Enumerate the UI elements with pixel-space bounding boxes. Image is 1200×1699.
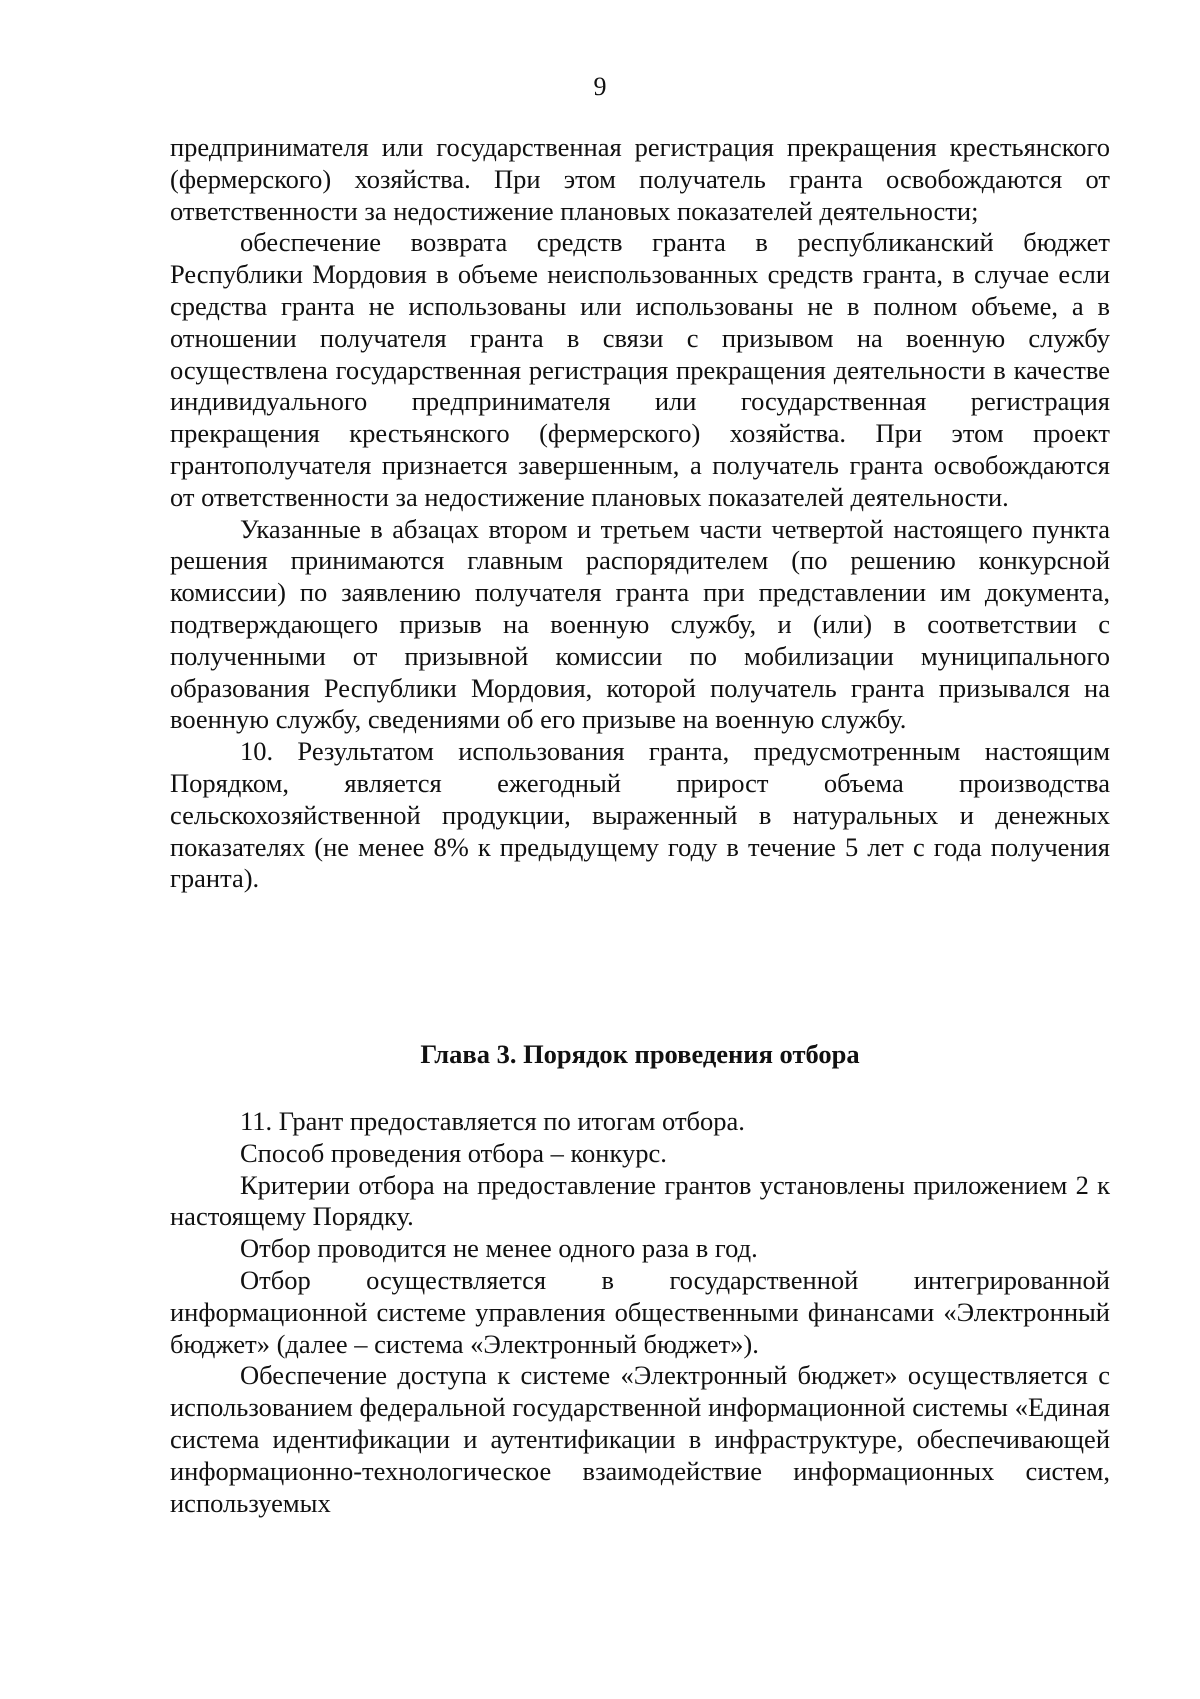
- paragraph-item-10: 10. Результатом использования гранта, предусмотренным настоящим Порядком, является ежегодный прирост объема производства сельскохозяйственной продукции, выраженный в натуральных и денежных показателях (не менее 8% к предыдущему году в течение 5 лет с года получения гранта).: [170, 736, 1110, 894]
- paragraph-continuation: предпринимателя или государственная регистрация прекращения крестьянского (фермерского) хозяйства. При этом получатель гранта освобождаются от ответственности за недостижение плановых показателей деятельности;: [170, 132, 1110, 226]
- paragraph-selection-criteria: Критерии отбора на предоставление грантов установлены приложением 2 к настоящему Порядку.: [170, 1169, 1110, 1232]
- paragraph-system-access: Обеспечение доступа к системе «Электронный бюджет» осуществляется с использованием федеральной государственной информационной системы «Единая система идентификации и аутентификации в инфраструктуре, обеспечивающей информационно-технологическое взаимодействие информационных систем, используемых: [170, 1360, 1110, 1518]
- paragraph-selection-frequency: Отбор проводится не менее одного раза в год.: [240, 1233, 758, 1264]
- chapter-heading: Глава 3. Порядок проведения отбора: [420, 1039, 860, 1069]
- paragraph-item-11: 11. Грант предоставляется по итогам отбора.: [240, 1106, 745, 1136]
- paragraph-selection-method: Способ проведения отбора – конкурс.: [240, 1137, 667, 1168]
- body-text-before-chapter: [170, 132, 1110, 895]
- page-number: 9: [593, 72, 607, 101]
- paragraph-selection-system: Отбор осуществляется в государственной интегрированной информационной системе управления общественными финансами «Электронный бюджет» (далее – система «Электронный бюджет»).: [170, 1264, 1110, 1359]
- paragraph-decisions: Указанные в абзацах втором и третьем части четвертой настоящего пункта решения принимаются главным распорядителем (по решению конкурсной комиссии) по заявлению получателя гранта при представлении им документа, подтверждающего призыв на военную службу, и (или) в соответствии с полученными от призывной комиссии по мобилизации муниципального образования Республики Мордовия, которой получатель гранта призывался на военную службу, сведениями об его призыве на военную службу.: [170, 513, 1110, 735]
- body-text-after-chapter: [170, 1106, 1110, 1519]
- paragraph-grant-return: обеспечение возврата средств гранта в республиканский бюджет Республики Мордовия в объеме неиспользованных средств гранта, в случае если средства гранта не использованы или использованы не в полном объеме, а в отношении получателя гранта в связи с призывом на военную службу осуществлена государственная регистрация прекращения деятельности в качестве индивидуального предпринимателя или государственная регистрация прекращения крестьянского (фермерского) хозяйства. При этом проект грантополучателя признается завершенным, а получатель гранта освобождаются от ответственности за недостижение плановых показателей деятельности.: [170, 227, 1110, 512]
